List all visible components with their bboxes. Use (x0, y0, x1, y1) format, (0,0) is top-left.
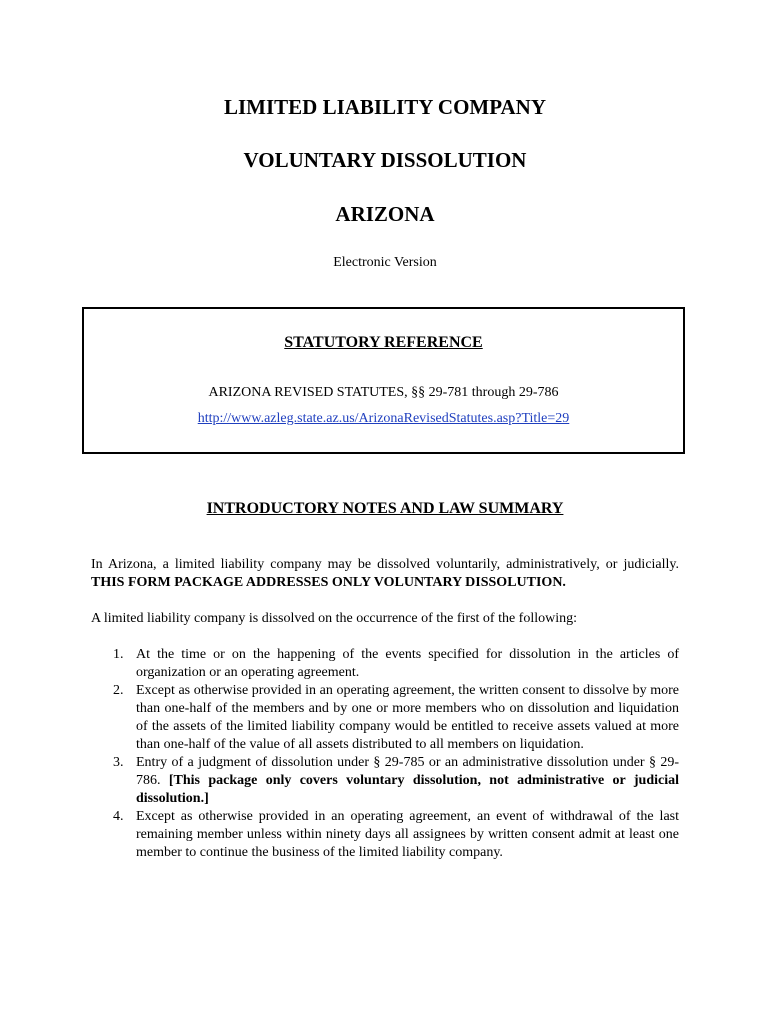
dissolution-events-list (91, 646, 679, 862)
version-label: Electronic Version (333, 255, 437, 270)
list-item-number: 1. (113, 647, 124, 662)
list-item (91, 808, 679, 862)
list-item (91, 682, 679, 754)
document-state: ARIZONA (335, 202, 435, 226)
list-item-number: 2. (113, 683, 124, 698)
list-item (91, 646, 679, 682)
list-item-text: Except as otherwise provided in an operating agreement, the written consent to dissolve by more than one-half of the members and by one or more members who on dissolution and liquidation of the assets of the limited liability company would be entitled to receive assets valued at more than one-half of the value of all assets distributed to all members on liquidation. (136, 683, 679, 752)
list-item-text: At the time or on the happening of the events specified for dissolution in the articles of organization or an operating agreement. (136, 647, 679, 680)
statutes-reference: ARIZONA REVISED STATUTES, §§ 29-781 through 29-786 (208, 385, 559, 400)
document-subtitle: VOLUNTARY DISSOLUTION (243, 148, 527, 172)
statutes-link[interactable]: http://www.azleg.state.az.us/ArizonaRevisedStatutes.asp?Title=29 (197, 411, 570, 426)
list-item-bold-note: [This package only covers voluntary dissolution, not administrative or judicial dissolution.] (136, 773, 679, 806)
intro-heading: INTRODUCTORY NOTES AND LAW SUMMARY (206, 500, 564, 517)
statutory-reference-heading: STATUTORY REFERENCE (284, 334, 483, 351)
dissolution-lead-paragraph: A limited liability company is dissolved on the occurrence of the first of the following: (91, 611, 578, 626)
list-item-text: Except as otherwise provided in an operating agreement, an event of withdrawal of the last remaining member unless within ninety days all assignees by written consent admit at least one member to continue the business of the limited liability company. (136, 809, 679, 860)
list-item (91, 754, 679, 808)
intro-paragraph-text: In Arizona, a limited liability company may be dissolved voluntarily, administratively, or judicially. (91, 557, 679, 572)
list-item-text: Entry of a judgment of dissolution under § 29-785 or an administrative dissolution under § 29-786. (136, 755, 679, 788)
statutory-reference-box (82, 307, 685, 454)
list-item-number: 3. (113, 755, 124, 770)
list-item-number: 4. (113, 809, 124, 824)
intro-paragraph-bold: THIS FORM PACKAGE ADDRESSES ONLY VOLUNTARY DISSOLUTION. (91, 575, 566, 590)
document-title: LIMITED LIABILITY COMPANY (223, 95, 547, 119)
intro-paragraph (91, 556, 679, 592)
